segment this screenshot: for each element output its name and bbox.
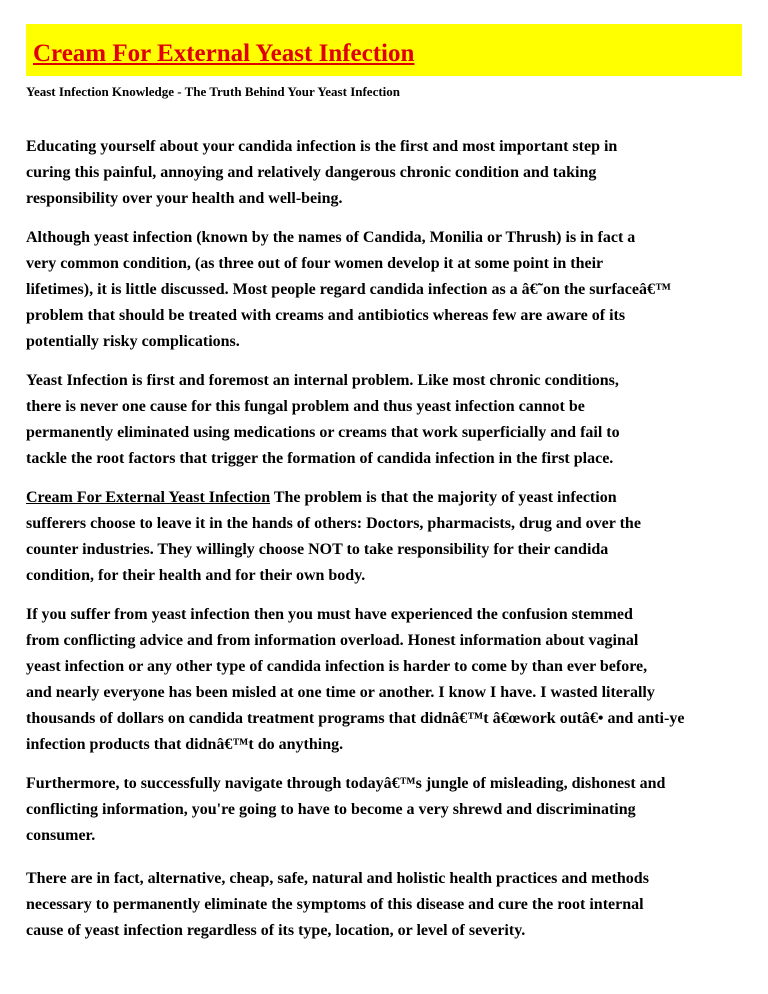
text-line: from conflicting advice and from information overload. Honest information about vaginal (26, 632, 639, 649)
text-line: problem that should be treated with creams and antibiotics whereas few are aware of its (26, 307, 626, 324)
paragraph-5 (26, 602, 768, 758)
text-line: counter industries. They willingly choose NOT to take responsibility for their candida (26, 541, 609, 558)
text-line: thousands of dollars on candida treatment programs that didnâ€™t â€œwork outâ€• and anti-ye (26, 710, 685, 727)
cream-link[interactable]: Cream For External Yeast Infection (26, 489, 271, 506)
page-title: Cream For External Yeast Infection (33, 40, 415, 67)
text-line: conflicting information, you're going to have to become a very shrewd and discriminating (26, 801, 636, 818)
text-line (26, 485, 768, 511)
text-line: curing this painful, annoying and relatively dangerous chronic condition and taking (26, 164, 597, 181)
text-line: lifetimes), it is little discussed. Most people regard candida infection as a â€˜on the surfaceâ€™ (26, 281, 671, 298)
text-line: necessary to permanently eliminate the symptoms of this disease and cure the root internal (26, 896, 644, 913)
text-line: infection products that didnâ€™t do anything. (26, 736, 344, 753)
page-subtitle: Yeast Infection Knowledge - The Truth Behind Your Yeast Infection (26, 84, 401, 99)
text-line: cause of yeast infection regardless of its type, location, or level of severity. (26, 922, 526, 939)
text-line: If you suffer from yeast infection then you must have experienced the confusion stemmed (26, 606, 633, 623)
paragraph-4 (26, 485, 768, 589)
text-line: There are in fact, alternative, cheap, safe, natural and holistic health practices and methods (26, 870, 649, 887)
text-line: potentially risky complications. (26, 333, 240, 350)
text-line: Furthermore, to successfully navigate through todayâ€™s jungle of misleading, dishonest and (26, 775, 666, 792)
paragraph-1 (26, 134, 768, 212)
text-line: yeast infection or any other type of candida infection is harder to come by than ever before, (26, 658, 648, 675)
text-line: there is never one cause for this fungal problem and thus yeast infection cannot be (26, 398, 585, 415)
text-line: very common condition, (as three out of four women develop it at some point in their (26, 255, 604, 272)
title-banner (26, 24, 742, 76)
paragraph-3 (26, 368, 768, 472)
paragraph-7 (26, 866, 768, 944)
paragraph-2 (26, 225, 768, 355)
text-line: sufferers choose to leave it in the hands of others: Doctors, pharmacists, drug and over the (26, 515, 641, 532)
text-line-rest: The problem is that the majority of yeast infection (270, 489, 617, 506)
text-line: tackle the root factors that trigger the formation of candida infection in the first place. (26, 450, 614, 467)
text-line: condition, for their health and for their own body. (26, 567, 366, 584)
text-line: Although yeast infection (known by the names of Candida, Monilia or Thrush) is in fact a (26, 229, 636, 246)
text-line: Yeast Infection is first and foremost an internal problem. Like most chronic conditions, (26, 372, 619, 389)
text-line: and nearly everyone has been misled at one time or another. I know I have. I wasted literally (26, 684, 655, 701)
text-line: permanently eliminated using medications or creams that work superficially and fail to (26, 424, 620, 441)
text-line: Educating yourself about your candida infection is the first and most important step in (26, 138, 618, 155)
text-line: consumer. (26, 827, 96, 844)
paragraph-6 (26, 771, 768, 849)
text-line: responsibility over your health and well-being. (26, 190, 343, 207)
